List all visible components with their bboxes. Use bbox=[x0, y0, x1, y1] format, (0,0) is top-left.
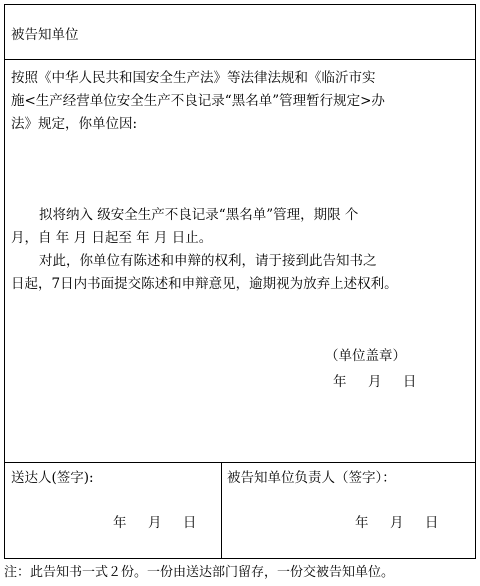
responsible-person-signature-date: 年 月 日 bbox=[355, 515, 439, 531]
footer-column-divider bbox=[221, 462, 222, 558]
header-divider bbox=[5, 59, 475, 60]
notice-body bbox=[11, 67, 473, 136]
blacklist-paragraph bbox=[11, 204, 473, 296]
responsible-person-signature-label: 被告知单位负责人（签字）： bbox=[227, 470, 396, 486]
recipient-unit-label: 被告知单位 bbox=[11, 27, 79, 43]
blacklist-line-1: 拟将纳入 级安全生产不良记录“黑名单”管理，期限 个 bbox=[39, 207, 359, 223]
notice-line-1: 按照《中华人民共和国安全生产法》等法律法规和《临沂市实 bbox=[11, 70, 376, 86]
footnote: 注：此告知书一式２份。一份由送达部门留存，一份交被告知单位。 bbox=[4, 565, 395, 580]
rights-line-2: 日起，7日内书面提交陈述和申辩意见，逾期视为放弃上述权利。 bbox=[11, 276, 398, 292]
footer-divider bbox=[5, 462, 475, 463]
notice-line-3: 法》规定，你单位因: bbox=[11, 116, 138, 132]
server-signature-label: 送达人(签字): bbox=[11, 470, 94, 486]
notice-line-2: 施<生产经营单位安全生产不良记录“黑名单”管理暂行规定>办 bbox=[11, 93, 385, 109]
server-signature-date: 年 月 日 bbox=[113, 515, 197, 531]
unit-seal-label: （单位盖章） bbox=[325, 348, 406, 364]
seal-date: 年 月 日 bbox=[333, 374, 417, 390]
notice-form bbox=[4, 4, 476, 559]
rights-line-1: 对此，你单位有陈述和申辩的权利，请于接到此告知书之 bbox=[39, 253, 377, 269]
blacklist-line-2: 月，自 年 月 日起至 年 月 日止。 bbox=[11, 230, 213, 246]
